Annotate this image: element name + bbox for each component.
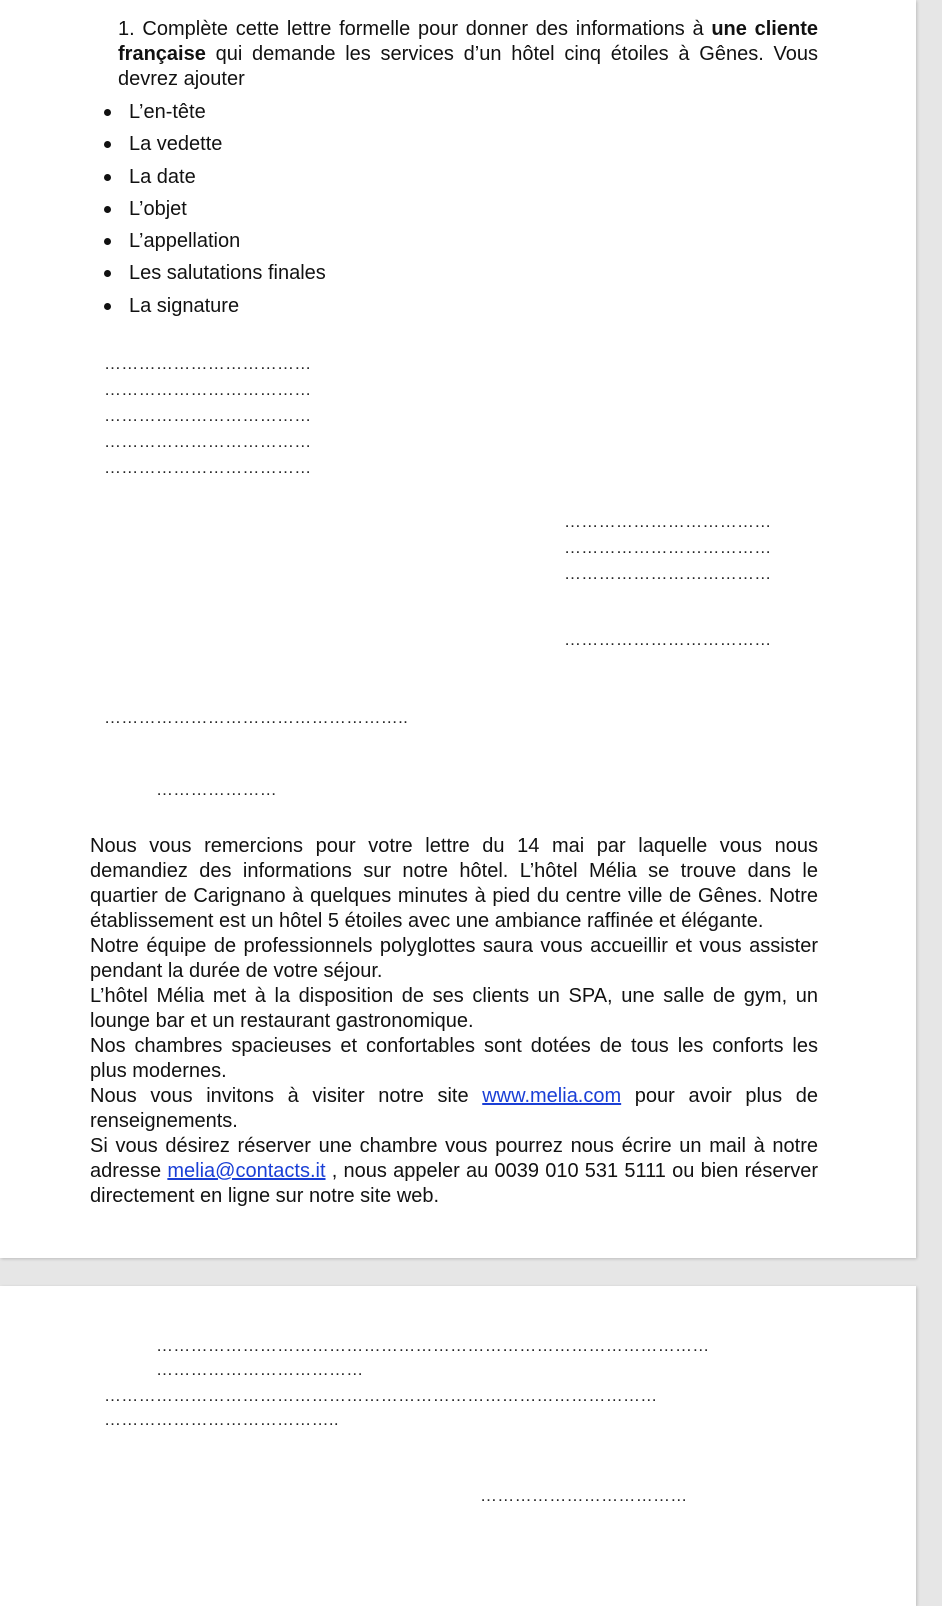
date-blank-line[interactable]: ………………………………: [564, 630, 772, 649]
object-blank-line[interactable]: ……………………………………………..: [104, 708, 409, 727]
bullet-icon: [104, 206, 111, 213]
bullet-icon: [104, 174, 111, 181]
recipient-blank-line-2[interactable]: ………………………………: [564, 538, 772, 557]
sender-blank-line-2[interactable]: ………………………………: [104, 380, 312, 399]
exercise-number: 1.: [118, 18, 135, 40]
email-link[interactable]: melia@contacts.it: [167, 1160, 326, 1182]
bullet-icon: [104, 109, 111, 116]
salutation-blank-line[interactable]: …………………: [156, 780, 278, 799]
list-item: L’objet: [104, 197, 326, 229]
closing-blank-line-1[interactable]: ……………………………………………………………………………………: [156, 1336, 710, 1355]
list-item: L’appellation: [104, 229, 326, 261]
list-item: La signature: [104, 294, 326, 326]
letter-paragraph-6: Si vous désirez réserver une chambre vous pourrez nous écrire un mail à notre adresse melia@contacts.it , nous appeler au 0039 010 531 5111 ou bien réserver directement en ligne sur notre site web.: [90, 1135, 818, 1207]
list-item: La vedette: [104, 132, 326, 164]
letter-paragraph-1: Nous vous remercions pour votre lettre du 14 mai par laquelle vous nous demandiez des informations sur notre hôtel. L’hôtel Mélia se trouve dans le quartier de Carignano à quelques minutes à pied du centre ville de Gênes. Notre établissement est un hôtel 5 étoiles avec une ambiance raffinée et élégante.: [90, 835, 818, 932]
instruction-text-after: qui demande les services d’un hôtel cinq étoiles à Gênes. Vous devrez ajouter: [118, 43, 818, 90]
sender-blank-line-1[interactable]: ………………………………: [104, 354, 312, 373]
closing-blank-line-4[interactable]: …………………………………..: [104, 1410, 339, 1429]
exercise-instruction: [118, 17, 818, 92]
sender-blank-line-3[interactable]: ………………………………: [104, 406, 312, 425]
letter-paragraph-2: Notre équipe de professionnels polyglottes saura vous accueillir et vous assister pendant la durée de votre séjour.: [90, 935, 818, 982]
elements-to-add-list: [104, 100, 326, 326]
recipient-blank-line-3[interactable]: ………………………………: [564, 564, 772, 583]
signature-blank-line[interactable]: ………………………………: [480, 1486, 688, 1505]
letter-paragraph-4: Nos chambres spacieuses et confortables sont dotées de tous les conforts les plus modernes.: [90, 1035, 818, 1082]
recipient-blank-line-1[interactable]: ………………………………: [564, 512, 772, 531]
list-item: L’en-tête: [104, 100, 326, 132]
instruction-text-before: Complète cette lettre formelle pour donner des informations à: [134, 18, 712, 40]
list-item: La date: [104, 165, 326, 197]
sender-blank-line-5[interactable]: ………………………………: [104, 458, 312, 477]
bullet-icon: [104, 238, 111, 245]
closing-blank-line-2[interactable]: ………………………………: [156, 1360, 364, 1379]
letter-paragraph-3: L’hôtel Mélia met à la disposition de ses clients un SPA, une salle de gym, un lounge bar et un restaurant gastronomique.: [90, 985, 818, 1032]
bullet-icon: [104, 270, 111, 277]
instruction-bold-text: une cliente française: [118, 18, 818, 65]
sender-blank-line-4[interactable]: ………………………………: [104, 432, 312, 451]
letter-body: [90, 834, 818, 1209]
closing-blank-line-3[interactable]: ……………………………………………………………………………………: [104, 1386, 658, 1405]
list-item: Les salutations finales: [104, 261, 326, 293]
document-page-2: [0, 1286, 916, 1606]
bullet-icon: [104, 303, 111, 310]
bullet-icon: [104, 141, 111, 148]
letter-paragraph-5: Nous vous invitons à visiter notre site www.melia.com pour avoir plus de renseignements.: [90, 1085, 818, 1132]
website-link[interactable]: www.melia.com: [482, 1085, 622, 1107]
